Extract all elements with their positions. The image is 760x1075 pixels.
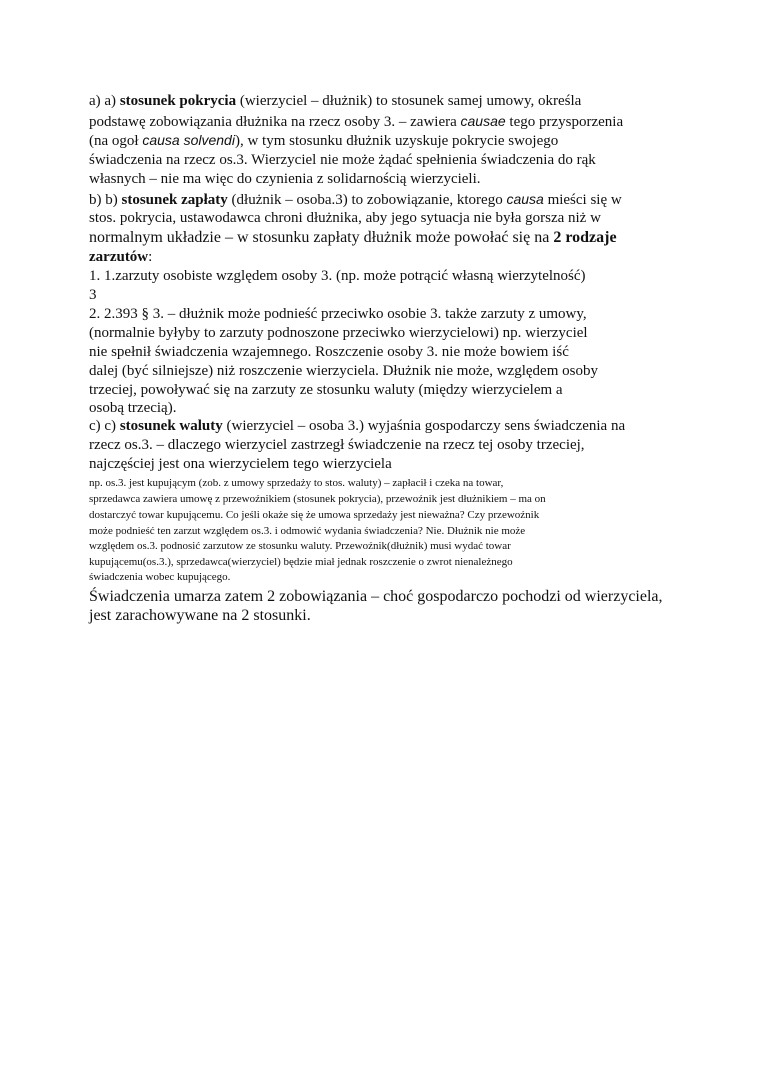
example-line-6: kupującemu(os.3.), sprzedawca(wierzyciel) będzie miał jednak roszczenie o zwrot nienależnego [89,556,513,568]
bold-phrase: 2 rodzaje [553,229,617,246]
text-span: (wierzyciel – osoba 3.) wyjaśnia gospodarczy sens świadczenia na [222,418,626,434]
paragraph-c-line-2: rzecz os.3. – dlaczego wierzyciel zastrzegł świadczenie na rzecz tej osoby trzeciej, [89,437,585,453]
paragraph-b-line-10: dalej (być silniejsze) niż roszczenie wierzyciela. Dłużnik nie może, względem osoby [89,363,598,379]
paragraph-a-line-5: własnych – nie ma więc do czynienia z solidarnością wierzycieli. [89,171,481,187]
text-span: ), w tym stosunku dłużnik uzyskuje pokrycie swojego [234,133,559,149]
text-span: (na ogoł [89,133,143,149]
paragraph-b-line-8: (normalnie byłyby to zarzuty podnoszone przeciwko wierzycielowi) np. wierzyciel [89,325,588,341]
text-span: podstawę zobowiązania dłużnika na rzecz osoby 3. – zawiera [89,114,461,130]
text-span: tego przysporzenia [505,114,624,130]
example-line-2: sprzedawca zawiera umowę z przewoźnikiem (stosunek pokrycia), przewoźnik jest dłużnikiem – ma on [89,493,546,505]
text-span: (dłużnik – osoba.3) to zobowiązanie, ktorego [227,192,507,208]
italic-term: causae [460,113,506,129]
footnote-marker: 3 [89,287,97,303]
paragraph-b-line-9: nie spełnił świadczenia wzajemnego. Roszczenie osoby 3. nie może bowiem iść [89,344,569,360]
paragraph-b-line-12: osobą trzecią). [89,400,177,416]
term-stosunek-waluty: stosunek waluty [119,418,223,434]
paragraph-b-line-1 [89,190,622,209]
list-marker: a) a) [89,93,120,109]
list-marker: b) b) [89,192,122,208]
text-span: mieści się w [543,192,622,208]
list-item-2: 2. 2.393 § 3. – dłużnik może podnieść przeciwko osobie 3. także zarzuty z umowy, [89,306,587,322]
list-item-1: 1. 1.zarzuty osobiste względem osoby 3. (np. może potrącić własną wierzytelność) [89,268,586,284]
italic-term: causa solvendi [142,132,235,148]
text-span: (wierzyciel – dłużnik) to stosunek samej umowy, określa [236,93,582,109]
term-stosunek-zaplaty: stosunek zapłaty [121,192,228,208]
paragraph-b-line-3 [89,228,617,247]
paragraph-a-line-4: świadczenia na rzecz os.3. Wierzyciel nie może żądać spełnienia świadczenia do rąk [89,152,596,168]
example-line-5: względem os.3. podnosić zarzutow ze stosunku waluty. Przewoźnik(dłużnik) musi wydać towar [89,540,511,552]
text-span: : [148,249,153,265]
paragraph-b-line-11: trzeciej, powoływać się na zarzuty ze stosunku waluty (między wierzycielem a [89,382,563,398]
bold-phrase: zarzutów [89,249,149,265]
paragraph-a-line-1 [89,92,581,110]
paragraph-b-line-4 [89,248,152,266]
example-line-3: dostarczyć towar kupującemu. Co jeśli okaże się że umowa sprzedaży jest nieważna? Czy przewoźnik [89,509,540,521]
closing-line-1: Świadczenia umarza zatem 2 zobowiązania – choć gospodarczo pochodzi od wierzyciela, [89,588,663,605]
example-line-4: może podnieść ten zarzut względem os.3. i odmowić wydania świadczenia? Nie. Dłużnik nie może [89,525,526,537]
italic-term: causa [506,191,544,207]
paragraph-b-line-2: stos. pokrycia, ustawodawca chroni dłużnika, aby jego sytuacja nie była gorsza niż w [89,210,601,226]
text-span: normalnym układzie – w stosunku zapłaty dłużnik może powołać się na [89,229,554,246]
paragraph-a-line-3 [89,131,558,150]
example-line-7: świadczenia wobec kupującego. [89,571,231,583]
paragraph-c-line-3: najczęściej jest ona wierzycielem tego wierzyciela [89,456,392,472]
list-marker: c) c) [89,418,120,434]
example-line-1: np. os.3. jest kupującym (zob. z umowy sprzedaży to stos. waluty) – zapłacił i czeka na towar, [89,477,504,489]
term-stosunek-pokrycia: stosunek pokrycia [119,93,237,109]
paragraph-a-line-2 [89,112,623,131]
paragraph-c-line-1 [89,417,625,435]
closing-line-2: jest zarachowywane na 2 stosunki. [89,607,311,624]
